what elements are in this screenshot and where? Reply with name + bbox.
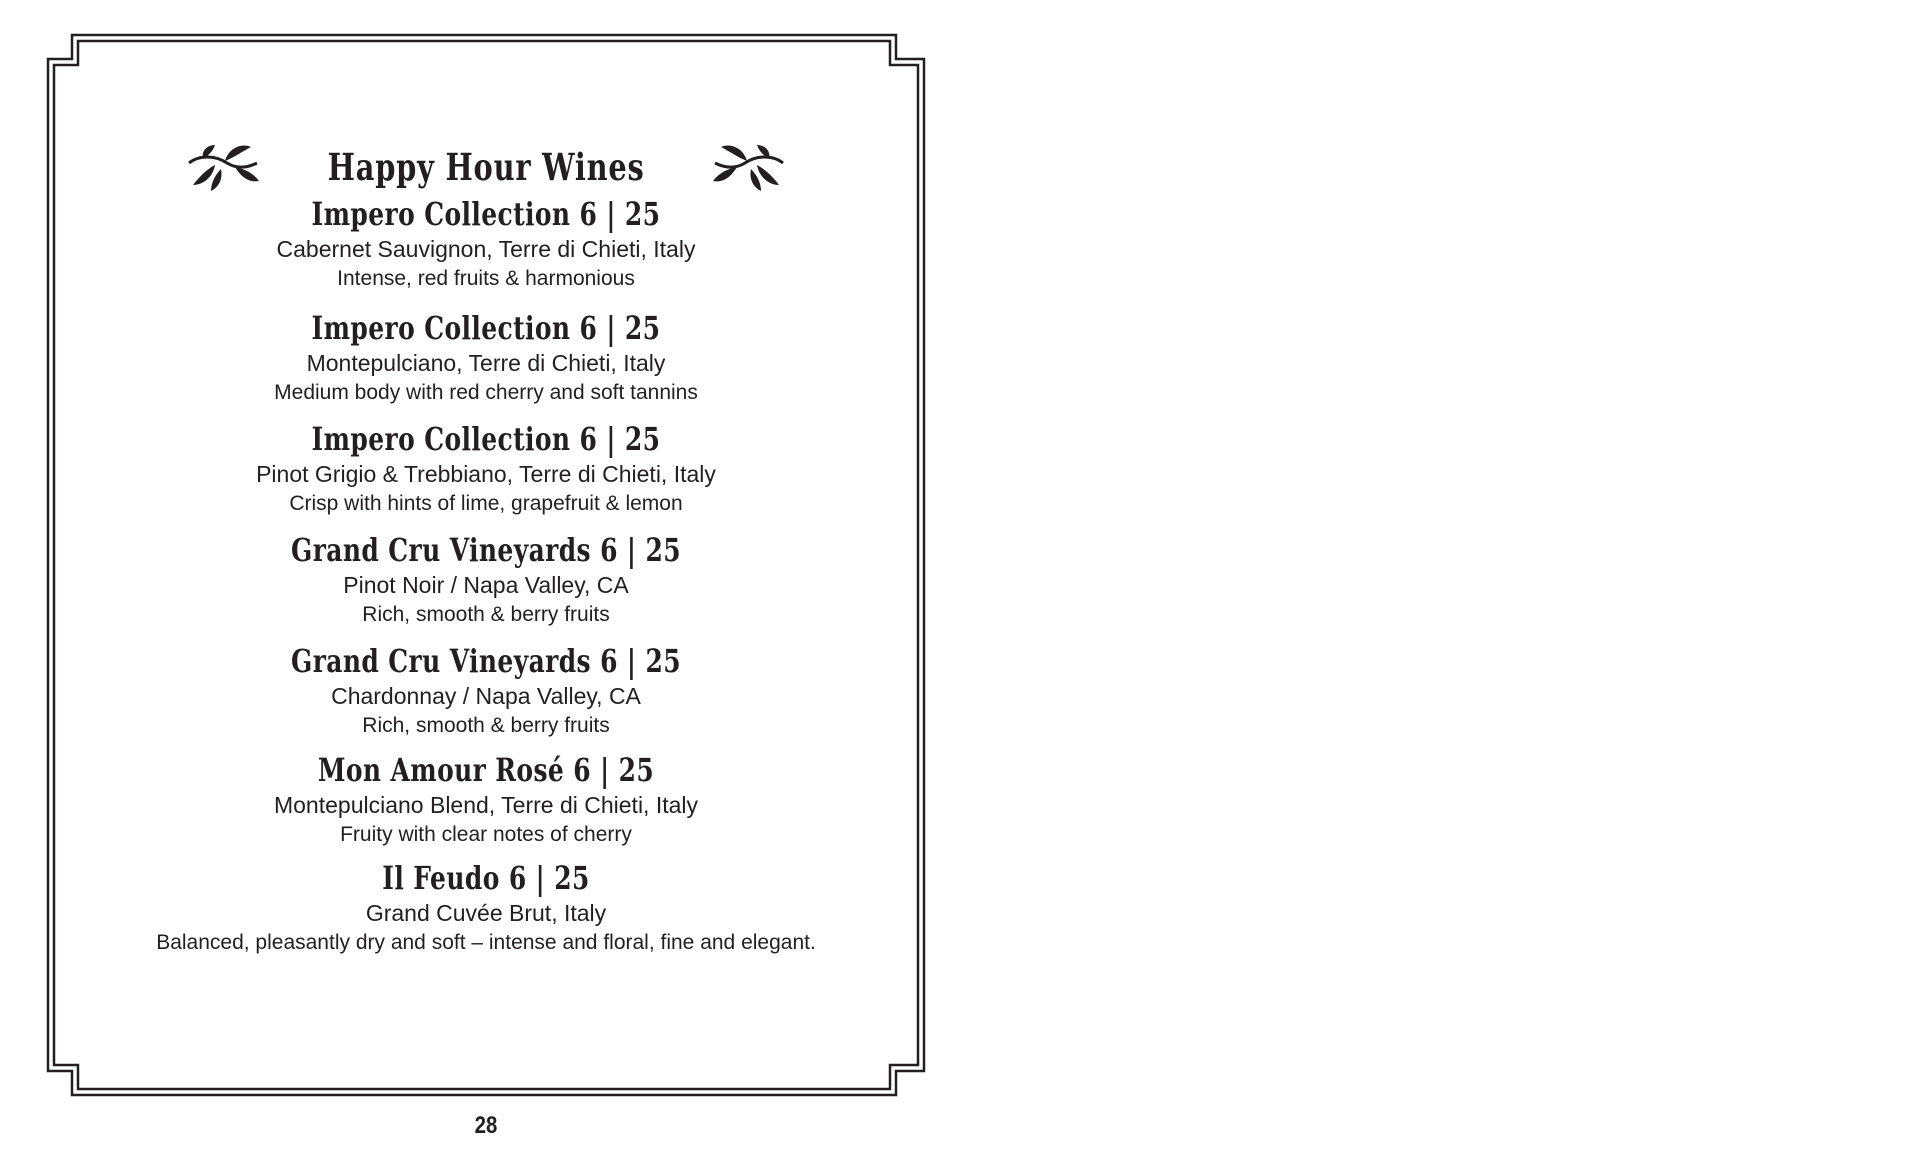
wine-varietal: Montepulciano, Terre di Chieti, Italy [306, 350, 666, 376]
wine-varietal: Chardonnay / Napa Valley, CA [331, 683, 641, 709]
wine-varietal: Cabernet Sauvignon, Terre di Chieti, Italy [276, 236, 696, 262]
wine-varietal: Pinot Noir / Napa Valley, CA [343, 572, 629, 598]
page-number: 28 [474, 1112, 498, 1139]
wine-varietal: Pinot Grigio & Trebbiano, Terre di Chieti, Italy [256, 461, 716, 487]
wine-name: Grand Cru Vineyards 6 | 25 [291, 531, 681, 569]
leaf-flourish-icon [185, 141, 261, 193]
wine-tasting-notes: Crisp with hints of lime, grapefruit & lemon [289, 492, 683, 515]
wine-name: Grand Cru Vineyards 6 | 25 [291, 642, 681, 680]
wine-tasting-notes: Fruity with clear notes of cherry [340, 823, 632, 846]
wine-name: Mon Amour Rosé 6 | 25 [317, 751, 655, 789]
wine-varietal: Grand Cuvée Brut, Italy [365, 900, 607, 926]
wine-tasting-notes: Intense, red fruits & harmonious [337, 267, 635, 290]
wine-menu [46, 33, 926, 1097]
wine-varietal: Montepulciano Blend, Terre di Chieti, Italy [273, 792, 699, 818]
wine-tasting-notes: Rich, smooth & berry fruits [362, 603, 610, 626]
wine-item [46, 642, 926, 739]
wine-tasting-notes: Medium body with red cherry and soft tannins [274, 381, 698, 404]
wine-item [46, 195, 926, 292]
wine-name: Impero Collection 6 | 25 [311, 420, 661, 458]
wine-item [46, 859, 926, 956]
wine-tasting-notes: Rich, smooth & berry fruits [362, 714, 610, 737]
wine-item [46, 420, 926, 517]
wine-item [46, 309, 926, 406]
leaf-flourish-icon [711, 141, 787, 193]
wine-name: Il Feudo 6 | 25 [382, 859, 590, 897]
wine-tasting-notes: Balanced, pleasantly dry and soft – intense and floral, fine and elegant. [156, 931, 816, 954]
wine-item [46, 751, 926, 848]
menu-title: Happy Hour Wines [327, 145, 645, 189]
wine-name: Impero Collection 6 | 25 [311, 309, 661, 347]
wine-name: Impero Collection 6 | 25 [311, 195, 661, 233]
wine-item [46, 531, 926, 628]
